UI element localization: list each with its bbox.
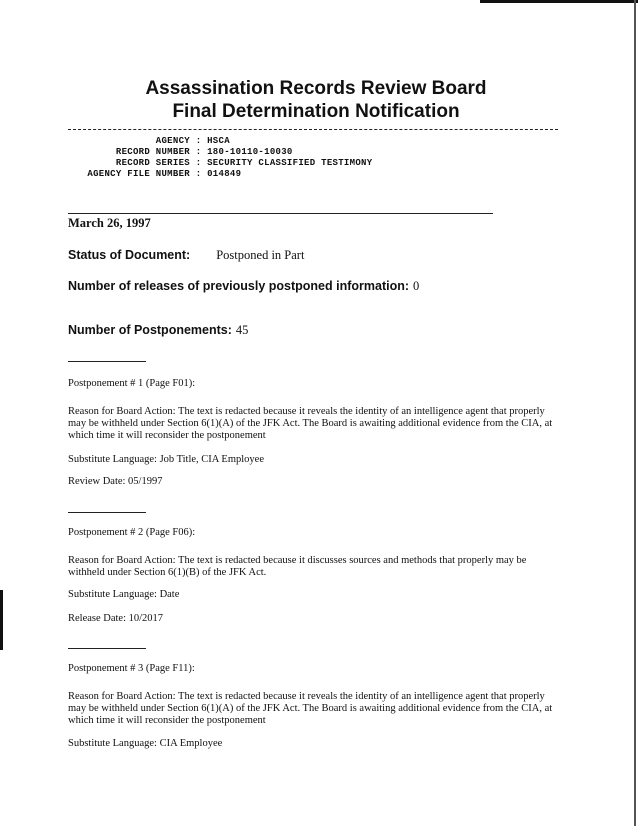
metadata-block xyxy=(65,136,372,180)
scan-edge-top xyxy=(480,0,638,3)
postponement-heading: Postponement # 2 (Page F06): xyxy=(68,527,196,538)
postponement-reason: Reason for Board Action: The text is redacted because it reveals the identity of an intelligence agent that properly may be withheld under Section 6(1)(A) of the JFK Act. The Board is awaiting additional evidence from the CIA, at which time it will reconsider the postponement xyxy=(68,691,553,726)
divider xyxy=(68,361,146,362)
postponements-row xyxy=(68,321,248,339)
releases-value: 0 xyxy=(413,279,420,293)
status-value: Postponed in Part xyxy=(216,248,305,262)
dashed-divider xyxy=(68,129,558,130)
postponements-label: Number of Postponements: xyxy=(68,323,232,337)
postponement-substitute: Substitute Language: Date xyxy=(68,589,180,600)
status-row xyxy=(68,246,304,264)
meta-record-series: RECORD SERIES : SECURITY CLASSIFIED TESTIMONY xyxy=(115,158,373,168)
postponement-heading: Postponement # 3 (Page F11): xyxy=(68,663,195,674)
postponement-heading: Postponement # 1 (Page F01): xyxy=(68,378,196,389)
doc-title-line2: Final Determination Notification xyxy=(172,101,460,122)
scan-edge-right xyxy=(634,0,636,826)
doc-title-line1: Assassination Records Review Board xyxy=(145,78,487,99)
postponements-value: 45 xyxy=(235,323,249,337)
postponement-review-date: Review Date: 05/1997 xyxy=(68,476,163,487)
meta-agency-file-number: AGENCY FILE NUMBER : 014849 xyxy=(87,169,242,179)
divider xyxy=(68,648,146,649)
meta-agency: AGENCY : HSCA xyxy=(155,136,230,146)
meta-record-number: RECORD NUMBER : 180-10110-10030 xyxy=(115,147,293,157)
postponement-reason: Reason for Board Action: The text is redacted because it reveals the identity of an intelligence agent that properly may be withheld under Section 6(1)(A) of the JFK Act. The Board is awaiting additional evidence from the CIA, at which time it will reconsider the postponement xyxy=(68,406,553,441)
status-label: Status of Document: xyxy=(68,248,191,262)
postponement-substitute: Substitute Language: CIA Employee xyxy=(68,738,223,749)
document-date: March 26, 1997 xyxy=(68,216,151,230)
divider xyxy=(68,213,493,214)
postponement-reason: Reason for Board Action: The text is redacted because it discusses sources and methods that properly may be withheld under Section 6(1)(B) of the JFK Act. xyxy=(68,555,527,578)
postponement-substitute: Substitute Language: Job Title, CIA Employee xyxy=(68,454,264,465)
postponement-release-date: Release Date: 10/2017 xyxy=(68,613,164,624)
scan-edge-left xyxy=(0,590,3,650)
releases-label: Number of releases of previously postponed information: xyxy=(68,279,410,293)
releases-row xyxy=(68,277,419,295)
divider xyxy=(68,512,146,513)
